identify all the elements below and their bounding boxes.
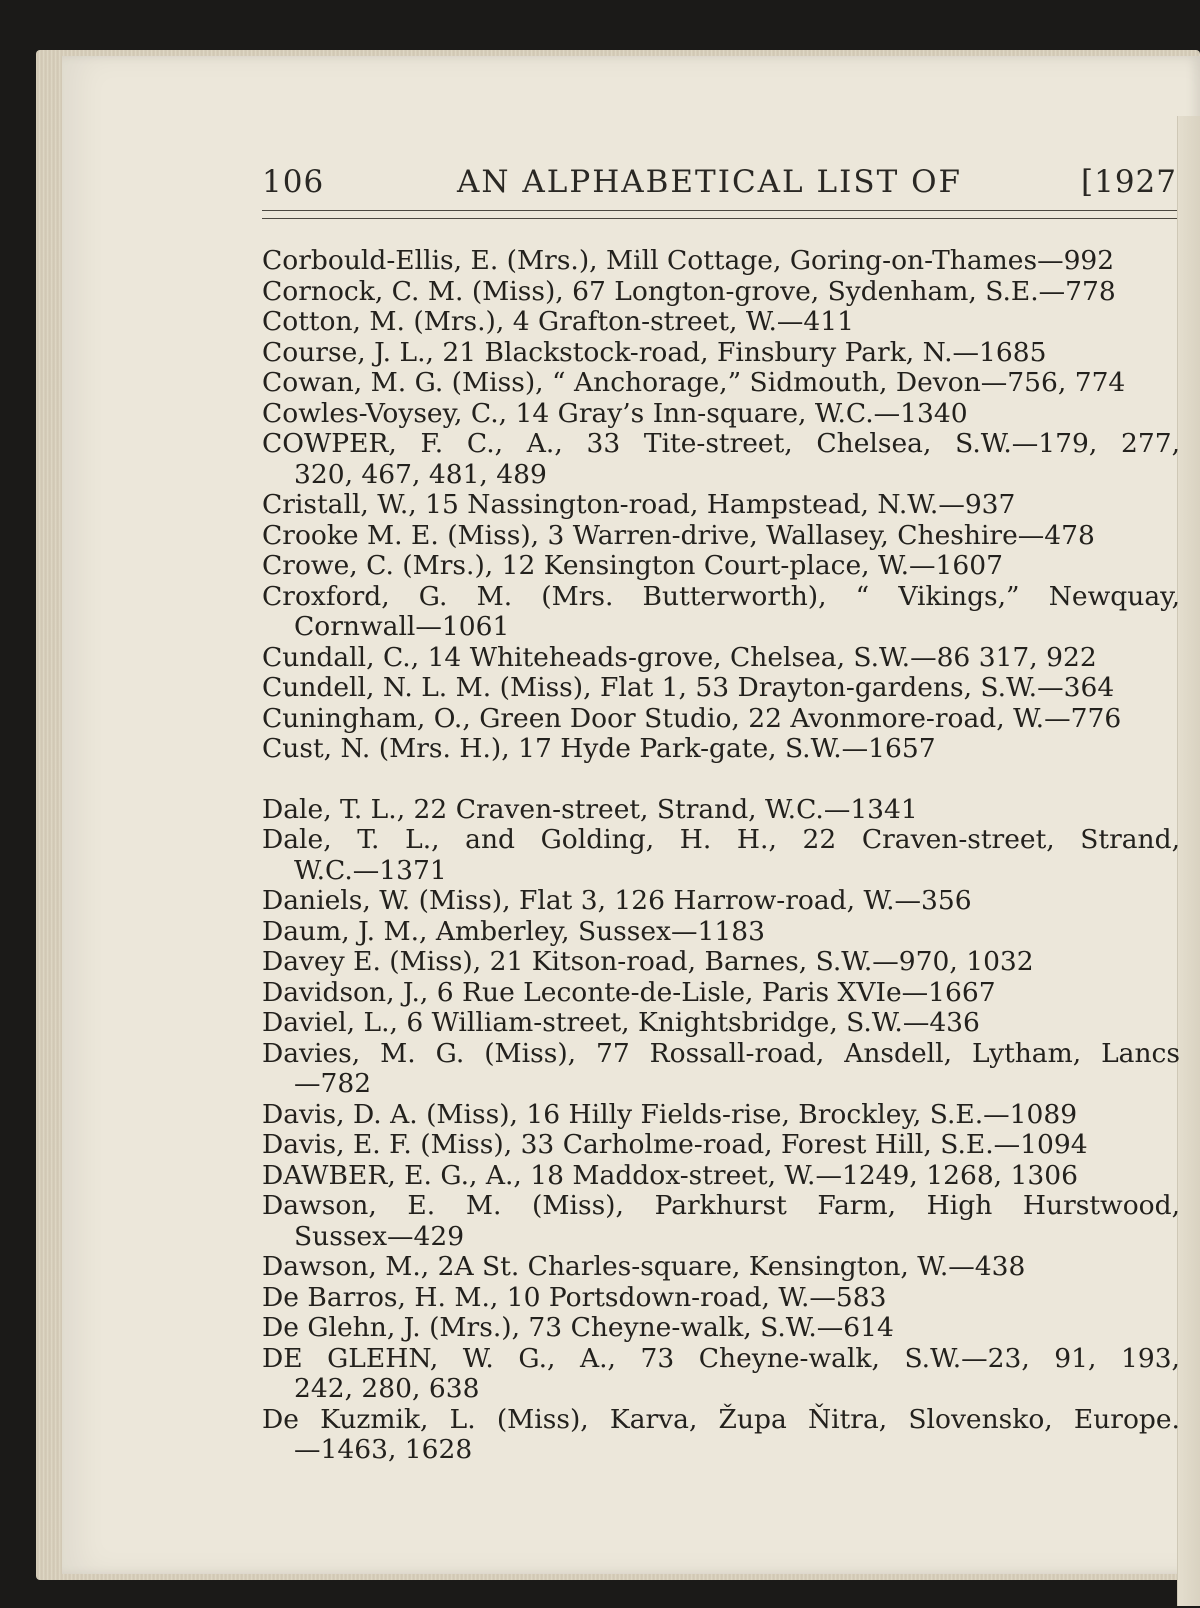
list-item xyxy=(262,307,1180,338)
page-gutter xyxy=(1177,116,1200,1606)
entries-d xyxy=(262,795,1180,1466)
entry-line: De Barros, H. M., 10 Portsdown-road, W.—583 xyxy=(262,1281,887,1313)
entry-continuation: Cornwall—1061 xyxy=(294,611,510,642)
entry-line: Cust, N. (Mrs. H.), 17 Hyde Park-gate, S.W.—1657 xyxy=(262,733,936,764)
entry-line: Corbould-Ellis, E. (Mrs.), Mill Cottage, Goring-on-Thames—992 xyxy=(262,245,1115,276)
section-gap xyxy=(262,765,1180,795)
entry-line: Dawson, M., 2A St. Charles-square, Kensington, W.—438 xyxy=(262,1251,1026,1282)
entry-list xyxy=(262,246,1180,1466)
list-item xyxy=(262,704,1180,735)
list-item xyxy=(262,1405,1180,1466)
entry-line: Davey E. (Miss), 21 Kitson-road, Barnes, S.W.—970, 1032 xyxy=(262,946,1034,977)
entry-line: Course, J. L., 21 Blackstock-road, Finsbury Park, N.—1685 xyxy=(262,336,1047,368)
list-item xyxy=(262,886,1180,917)
entry-line: Crooke M. E. (Miss), 3 Warren-drive, Wallasey, Cheshire—478 xyxy=(262,519,1095,551)
list-item xyxy=(262,521,1180,552)
list-item xyxy=(262,1344,1180,1405)
list-item xyxy=(262,1161,1180,1192)
list-item xyxy=(262,582,1180,643)
entry-continuation: W.C.—1371 xyxy=(294,854,447,886)
list-item xyxy=(262,917,1180,948)
entry-line: DAWBER, E. G., A., 18 Maddox-street, W.—1249, 1268, 1306 xyxy=(262,1159,1078,1191)
year-label: [1927 xyxy=(1081,164,1177,200)
entry-line: Cowan, M. G. (Miss), “ Anchorage,” Sidmouth, Devon—756, 774 xyxy=(262,367,1126,398)
list-item xyxy=(262,368,1180,399)
entry-line: Davies, M. G. (Miss), 77 Rossall-road, Ansdell, Lytham, Lancs xyxy=(262,1037,1180,1069)
list-item xyxy=(262,673,1180,704)
list-item xyxy=(262,277,1180,308)
entry-line: Cotton, M. (Mrs.), 4 Grafton-street, W.—411 xyxy=(262,306,854,337)
entry-line: Cundall, C., 14 Whiteheads-grove, Chelsea, S.W.—86 317, 922 xyxy=(262,641,1097,673)
entry-line: Daviel, L., 6 William-street, Knightsbridge, S.W.—436 xyxy=(262,1007,980,1038)
entry-line: Crowe, C. (Mrs.), 12 Kensington Court-place, W.—1607 xyxy=(262,550,1003,581)
entry-line: Cundell, N. L. M. (Miss), Flat 1, 53 Drayton-gardens, S.W.—364 xyxy=(262,672,1115,703)
entry-line: De Kuzmik, L. (Miss), Karva, Župa Ňitra, Slovensko, Europe. xyxy=(262,1403,1180,1435)
list-item xyxy=(262,1100,1180,1131)
entry-line: Davis, E. F. (Miss), 33 Carholme-road, Forest Hill, S.E.—1094 xyxy=(262,1129,1088,1160)
list-item xyxy=(262,734,1180,765)
list-item xyxy=(262,795,1180,826)
list-item xyxy=(262,1283,1180,1314)
list-item xyxy=(262,338,1180,369)
list-item xyxy=(262,246,1180,277)
entry-continuation: 320, 467, 481, 489 xyxy=(294,458,547,490)
page-title: AN ALPHABETICAL LIST OF xyxy=(457,164,963,200)
entry-line: COWPER, F. C., A., 33 Tite-street, Chelsea, S.W.—179, 277, xyxy=(262,428,1180,459)
list-item xyxy=(262,490,1180,521)
entry-continuation: —1463, 1628 xyxy=(294,1434,473,1465)
entry-line: Daniels, W. (Miss), Flat 3, 126 Harrow-road, W.—356 xyxy=(262,885,972,916)
list-item xyxy=(262,1039,1180,1100)
entry-line: DE GLEHN, W. G., A., 73 Cheyne-walk, S.W.—23, 91, 193, xyxy=(262,1342,1180,1374)
entry-line: Dawson, E. M. (Miss), Parkhurst Farm, High Hurstwood, xyxy=(262,1190,1180,1221)
entry-continuation: 242, 280, 638 xyxy=(294,1373,480,1404)
entry-line: Davidson, J., 6 Rue Leconte-de-Lisle, Paris XVIe—1667 xyxy=(262,976,996,1008)
entry-line: Dale, T. L., and Golding, H. H., 22 Craven-street, Strand, xyxy=(262,824,1180,855)
entry-line: Cristall, W., 15 Nassington-road, Hampstead, N.W.—937 xyxy=(262,489,1016,520)
entry-line: Cornock, C. M. (Miss), 67 Longton-grove, Sydenham, S.E.—778 xyxy=(262,275,1116,307)
entry-continuation: —782 xyxy=(294,1068,372,1099)
list-item xyxy=(262,1191,1180,1252)
header-double-rule xyxy=(262,210,1177,219)
page-number: 106 xyxy=(262,164,325,200)
list-item xyxy=(262,1252,1180,1283)
entry-line: Dale, T. L., 22 Craven-street, Strand, W.C.—1341 xyxy=(262,793,918,825)
list-item xyxy=(262,1313,1180,1344)
list-item xyxy=(262,643,1180,674)
entry-line: De Glehn, J. (Mrs.), 73 Cheyne-walk, S.W.—614 xyxy=(262,1312,894,1343)
entry-line: Croxford, G. M. (Mrs. Butterworth), “ Vikings,” Newquay, xyxy=(262,580,1180,612)
entries-c xyxy=(262,246,1180,765)
list-item xyxy=(262,399,1180,430)
list-item xyxy=(262,825,1180,886)
entry-line: Cowles-Voysey, C., 14 Gray’s Inn-square, W.C.—1340 xyxy=(262,397,968,429)
list-item xyxy=(262,978,1180,1009)
entry-line: Cuningham, O., Green Door Studio, 22 Avonmore-road, W.—776 xyxy=(262,702,1122,734)
list-item xyxy=(262,947,1180,978)
entry-line: Daum, J. M., Amberley, Sussex—1183 xyxy=(262,915,765,947)
list-item xyxy=(262,1008,1180,1039)
entry-line: Davis, D. A. (Miss), 16 Hilly Fields-rise, Brockley, S.E.—1089 xyxy=(262,1098,1078,1130)
list-item xyxy=(262,1130,1180,1161)
list-item xyxy=(262,551,1180,582)
list-item xyxy=(262,429,1180,490)
entry-continuation: Sussex—429 xyxy=(294,1220,465,1252)
running-header xyxy=(262,160,1177,204)
